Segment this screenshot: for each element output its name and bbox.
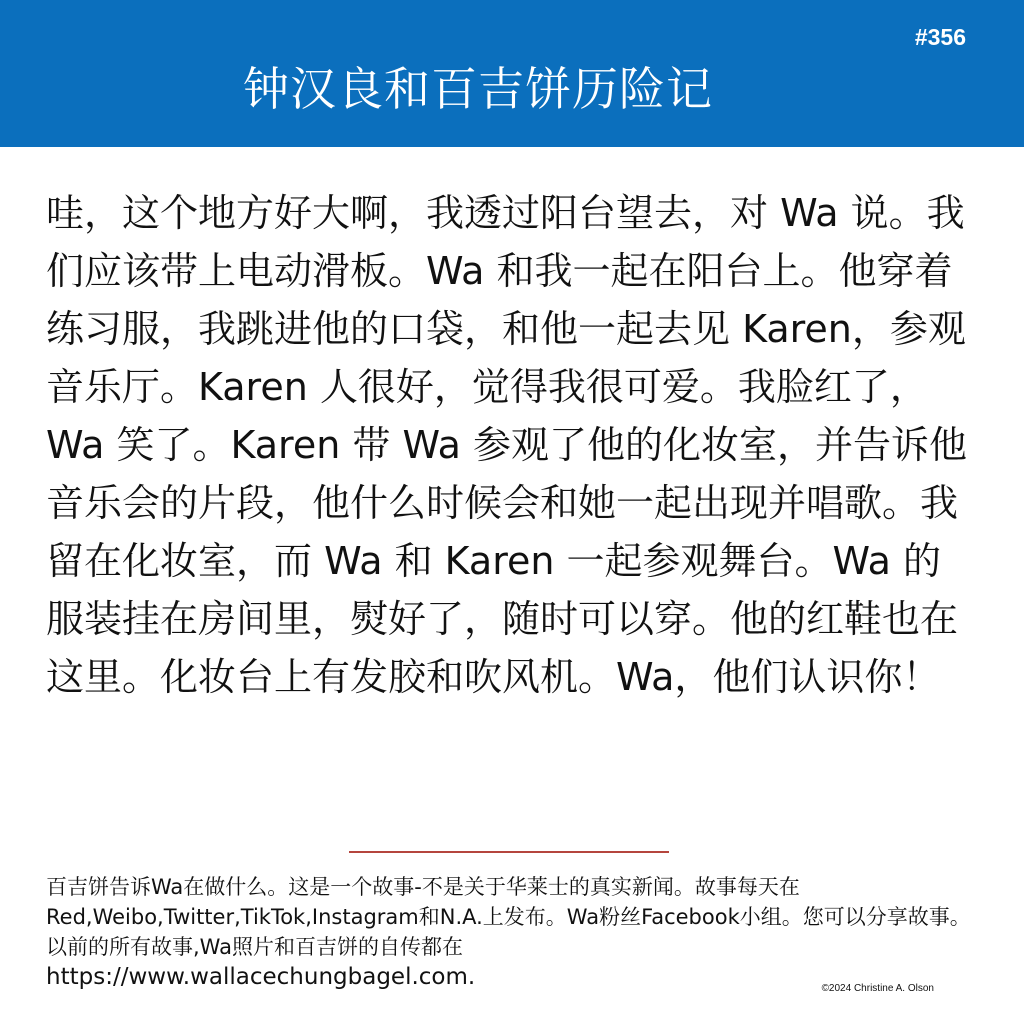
page-title: 钟汉良和百吉饼历险记 — [243, 62, 713, 116]
episode-number: #356 — [914, 24, 966, 50]
footer-note — [46, 872, 976, 992]
copyright-notice: ©2024 Christine A. Olson — [821, 983, 934, 994]
footer-text: 百吉饼告诉Wa在做什么。这是一个故事-不是关于华莱士的真实新闻。故事每天在Red,Weibo,Twitter,TikTok,Instagram和N.A.上发布。Wa粉丝Facebook小组。您可以分享故事。以前的所有故事,Wa照片和百吉饼的自传都在 — [46, 875, 971, 959]
story-text: 哇，这个地方好大啊，我透过阳台望去，对 Wa 说。我们应该带上电动滑板。Wa 和我一起在阳台上。他穿着练习服，我跳进他的口袋，和他一起去见 Karen，参观音乐厅。Karen 人很好，觉得我很可爱。我脸红了，Wa 笑了。Karen 带 Wa 参观了他的化妆室，并告诉他音乐会的片段，他什么时候会和她一起出现并唱歌。我留在化妆室，而 Wa 和 Karen 一起参观舞台。Wa 的服装挂在房间里，熨好了，随时可以穿。他的红鞋也在这里。化妆台上有发胶和吹风机。Wa，他们认识你！ — [46, 191, 967, 699]
divider-line — [349, 851, 669, 853]
website-link[interactable]: https://www.wallacechungbagel.com. — [46, 964, 476, 990]
header-banner — [0, 0, 1024, 147]
